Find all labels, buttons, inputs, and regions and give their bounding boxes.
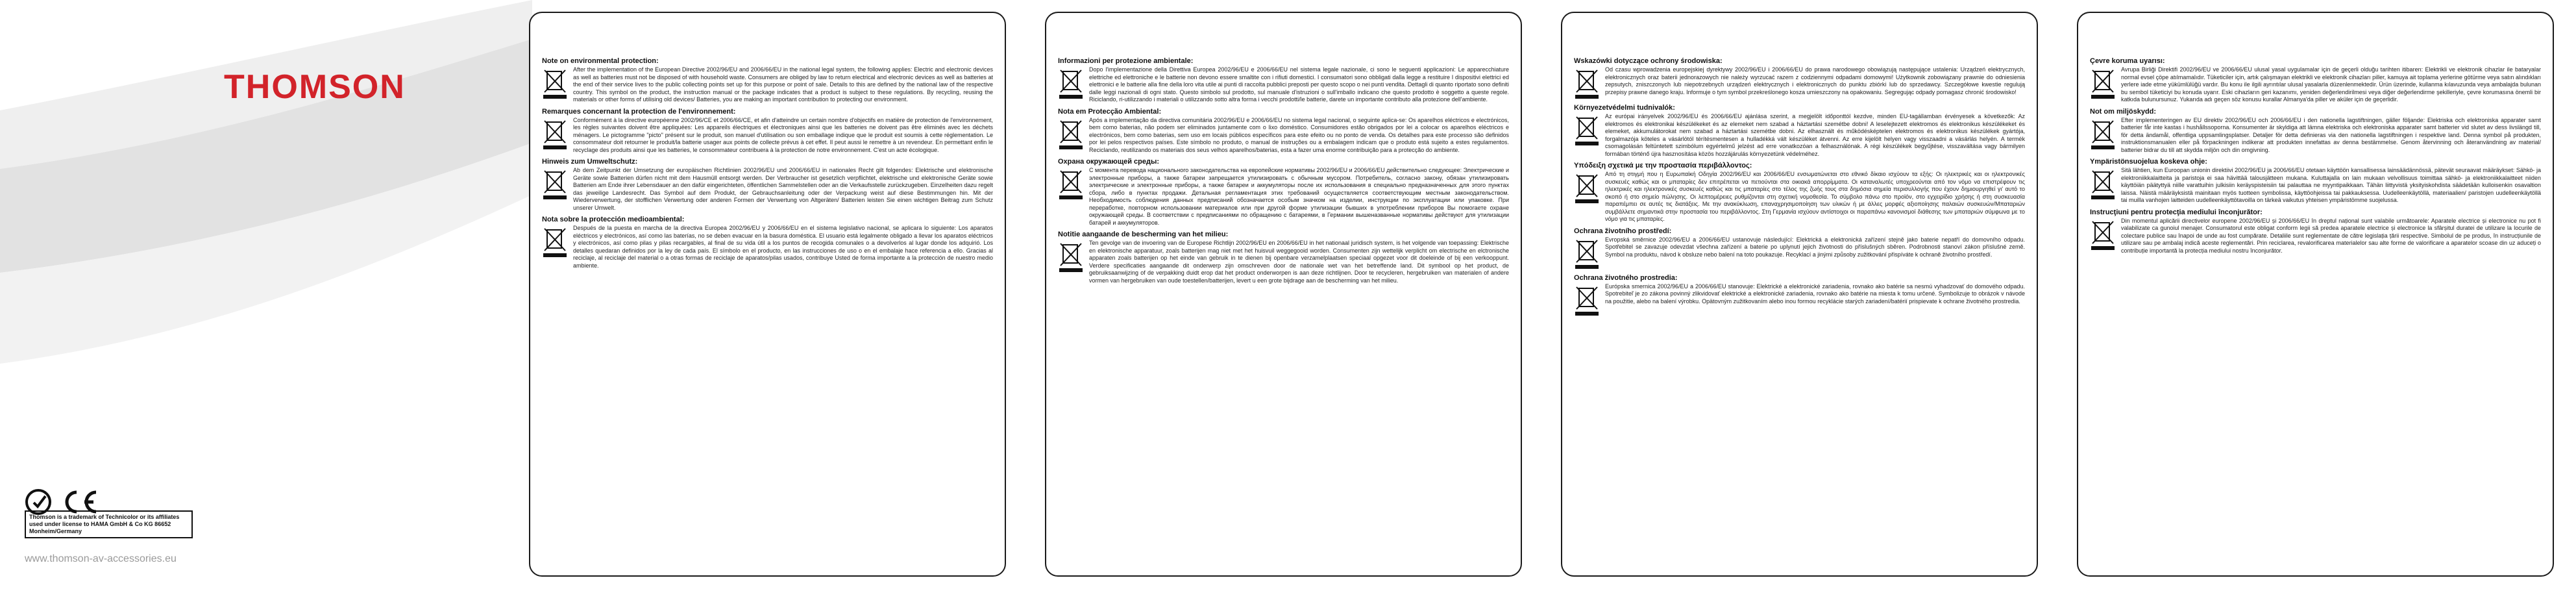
section [2090, 108, 2541, 155]
section-title: Informazioni per protezione ambientale: [1058, 57, 1194, 65]
brand-logo: THOMSON [224, 68, 406, 106]
weee-crossed-bin-icon [1058, 240, 1084, 273]
section-text: Efter implementeringen av EU direktiv 2002/96/EU och 2006/66/EU i den nationella lagstiftningen, gäller följande: Elektriska och elektroniska apparater samt batterier får inte kastas i hushållssoporna. Konsumenter är skyldiga att lämna elektriska och elektroniska apparater samt batterier vid slutet av dess livslängd till, för detta ändamål, offentliga uppsamlingsplatser. Detaljer för detta definieras via den nationella lagstiftningen i respektive land. Denna symbol på produkten, instruktionsmanualen eller på förpackningen indikerar att produkten innefattas av denna bestämmelse. Genom återvinning och återanvändning av material/ batterier bidrar du till att skydda miljön och din omgivning. [2121, 116, 2541, 153]
section-title: Ympäristönsuojelua koskeva ohje: [2090, 158, 2207, 166]
section-title: Nota sobre la protección medioambiental: [542, 216, 685, 223]
section-title: Remarques concernant la protection de l'environnement: [542, 107, 736, 116]
weee-crossed-bin-icon [542, 225, 568, 258]
section-title: Ochrana životního prostředí: [1574, 227, 1672, 235]
website-url[interactable]: www.thomson-av-accessories.eu [25, 553, 177, 564]
weee-crossed-bin-icon [1058, 66, 1084, 100]
section-text: Avrupa Birliği Direktifi 2002/96/EU ve 2006/66/EU ulusal yasal uygulamalar için de geçerli olduğu tarihten itibaren: Elektrikli ve elektronik cihazlar ile bataryalar normal evsel çöpe atılmamalıdır. Tüketiciler için, artık çalışmayan elektrikli ve elektronik cihazları piller, kamuya ait toplama yerlerine götürme veya satın alındıkları yerlere iade etme yükümlülüğü vardır. Bu konu ile ilgili ayrıntılar ulusal yasalarla düzenlenmektedir. Ürün üzerinde, kullanma kılavuzunda veya ambalajda bulunan bu sembol tüketiciyi bu konuda uyarır. Eski cihazların geri kazanımı, yeniden değerlendirilmesi veya diğer değerlendirme şekilleriyle, çevre korumasına önemli bir katkıda bulunursunuz. Yukarıda adı geçen söz konusu kurallar Almanya'da piller ve aküler için de geçerlidir. [2121, 66, 2541, 103]
weee-crossed-bin-icon [1574, 171, 1600, 205]
section-text: After the implementation of the European Directive 2002/96/EU and 2006/66/EU in the national legal system, the following applies: Electric and electronic devices as well as batteries must not be disposed of with household waste. Consumers are obliged by law to return electrical and electronic devices as well as batteries at the end of their service lives to the public collecting points set up for this purpose or point of sale. Details to this are defined by the national law of the respective country. This symbol on the product, the instruction manual or the package indicates that a product is subject to these regulations. By recycling, reusing the materials or other forms of utilising old devices/ Batteries, you are making an important contribution to protecting our environment. [573, 66, 993, 103]
section-title: Nota em Protecção Ambiental: [1058, 107, 1162, 116]
section-title: Çevre koruma uyarısı: [2090, 57, 2165, 65]
weee-crossed-bin-icon [1574, 113, 1600, 147]
weee-crossed-bin-icon [542, 66, 568, 100]
section-title: Υπόδειξη σχετικά με την προστασία περιβάλλοντος: [1574, 162, 1752, 169]
section-text: Az európai irányelvek 2002/96/EU és 2006/66/EU ajánlása szerint, a megjelölt időponttól kezdve, minden EU-tagállamban érvényesek a következők: Az elektromos és elektronikai készülékeket és az elemeket nem szabad a háztartási szemétbe dobni! A leselejtezett elektromos és elektronikus készülékeket és elemeket, akkumulátorokat nem szabad a háztartási szemétbe dobni. Az elhasznált és működésképtelen elektromos és elektronikus készülékek gyártója, forgalmazója köteles a vásárlótól térítésmentesen a hulladékká vált készüléket átvenni. Az erre kijelölt helyen vagy visszaadni a vásárlás helyén. A termék csomagolásán feltüntetett szimbólum egyértelmű jelzést ad erre vonatkozóan a felhasználónak. A régi készülékek begyűjtése, visszaváltása vagy bármilyen formában történő újra hasznosítása közös hozzájárulás környezetünk védelméhez. [1605, 113, 2025, 157]
section-text: Ten gevolge van de invoering van de Europese Richtlijn 2002/96/EU en 2006/66/EU in het nationaal juridisch system, is het volgende van toepassing: Elektrische en elektronische apparatuur, zoals batterijen mag niet met het huisvuil weggegooid worden. Consumenten zijn wettelijk verplicht om electrische en elctronische apparaten zoals batterijen op het einde van gebruik in te dienen bij openbare verzamelplaatsen speciaal opgezet voor dit doeleinde of bij een verkooppunt. Verdere specificaties aangaande dit onderwerp zijn omschreven door de nationale wet van het betreffende land. Dit symbool op het product, de gebruiksaanwijzing of de verpakking duidt erop dat het product onderworpen is aan deze richtlijnen. Door te recycleren, hergebruiken van materialen of andere vormen van hergebruiken van oude toestellen/batterijen, levert u een grote bijdrage aan de bescherming van het milieu. [1089, 240, 1509, 284]
section [1058, 108, 1509, 155]
section-text: Από τη στιγμή που η Ευρωπαϊκή Οδηγία 2002/96/EU και 2006/66/EU ενσωματώνεται στο εθνικό δίκαιο ισχύουν τα εξής: Οι ηλεκτρικές και οι ηλεκτρονικές συσκευές καθώς και οι μπαταρίες δεν επιτρέπεται να πετιούνται στα οικιακά απορρίμματα. Οι καταναλωτές υποχρεούνται από τον νόμο να επιστρέφουν τις ηλεκτρικές και ηλεκτρονικές συσκευές καθώς και τις μπαταρίες στο τέλος της ζωής τους στα δημόσια σημεία περισυλλογής που έχουν δημιουργηθεί γι' αυτό το σκοπό ή στο σημείο πώλησης. Οι λεπτομέρειες ρυθμίζονται στη σχετική νομοθεσία. Το σύμβολο πάνω στο προϊόν, στο εγχειρίδιο χρήσης ή στη συσκευασία παραπέμπει σε αυτές τις διατάξεις. Με την ανακύκλωση, επαναχρησιμοποίηση των υλικών ή με άλλες μορφές αξιοποίησης παλαιών συσκευών/Μπαταριών συμβάλλετε σημαντικά στην προστασία του περιβάλλοντος. Στη Γερμανία ισχύουν αντίστοιχοι οι παραπάνω κανονισμοί διάθεσης των μπαταριών σύμφωνα με το νόμο για τις μπαταρίες. [1605, 171, 2025, 222]
section [542, 216, 993, 269]
weee-crossed-bin-icon [2090, 117, 2116, 151]
trademark-notice: Thomson is a trademark of Technicolor or its affiliates used under license to HAMA GmbH & Co KG 86652 Monheim/Germany [25, 510, 193, 538]
c-tick-mark-icon [25, 488, 52, 516]
section [542, 158, 993, 212]
section-title: Instrucţiuni pentru protecţia mediului înconjurător: [2090, 208, 2263, 216]
section-title: Not om miljöskydd: [2090, 107, 2157, 116]
section [1574, 227, 2025, 270]
section-title: Notitie aangaande de bescherming van het milieu: [1058, 231, 1229, 238]
weee-crossed-bin-icon [542, 117, 568, 151]
section [1574, 104, 2025, 158]
section [542, 108, 993, 155]
section [1574, 274, 2025, 317]
weee-crossed-bin-icon [1058, 167, 1084, 201]
section [2090, 208, 2541, 255]
section-title: Ochrana životného prostredia: [1574, 273, 1678, 282]
section-text: Ab dem Zeitpunkt der Umsetzung der europäischen Richtlinien 2002/96/EU und 2006/66/EU in nationales Recht gilt folgendes: Elektrische und elektronische Geräte sowie Batterien dürfen nicht mit dem Hausmüll entsorgt werden. Der Verbraucher ist gesetzlich verpflichtet, elektrische und elektronische Geräte sowie Batterien am Ende ihrer Lebensdauer an den dafür eingerichteten, öffentlichen Sammelstellen oder an die Verkaufsstelle zurückzugeben. Einzelheiten dazu regelt das jeweilige Landesrecht. Das Symbol auf dem Produkt, der Gebrauchsanleitung oder der Verpackung weist auf diese Bestimmungen hin. Mit der Wiederverwertung, der stofflichen Verwertung oder anderen Formen der Verwertung von Altgeräten/ Batterien leisten Sie einen wichtigen Beitrag zum Schutz unserer Umwelt. [573, 167, 993, 211]
section-text: Din momentul aplicării directivelor europene 2002/96/EU și 2006/66/EU în dreptul național sunt valabile următoarele: Aparatele electrice și electronice nu pot fi valabilizate ca gunoiul menajer. Consumatorul este obligat conform legii să predea aparatele electrice și electronice la sfârșitul duratei de utilizare la locurile de colectare publice sau înapoi de unde au fost cumpărate. Detaliile sunt reglementate de către legislația țării respective. Simbolul de pe produs, în instrucțiunile de utilizare sau pe ambalaj indică aceste reglementări. Prin reciclarea, revalorificarea materialelor sau alte forme de valorificare a aparatelor scoase din uz aduceți o contribuție importantă la protecția mediului nostru înconjurător. [2121, 217, 2541, 254]
section-text: С момента перевода национального законодательства на европейские нормативы 2002/96/EU и 2006/66/EU действительно следующее: Электрические и электронные приборы, а также батареи запрещается утилизировать с обычным мусором. Потребитель, согласно закону, обязан утилизировать электрические и электронные приборы, а также батареи и аккумуляторы после их использования в специально предназначенных для этого пунктах сбора, либо в пунктах продажи. Детальная регламентация этих требований осуществляется соответствующим местным законодательством. Необходимость соблюдения данных предписаний обозначается особым значком на изделии, инструкции по эксплуатации или упаковке. При переработке, повторном использовании материалов или при другой форме утилизации бывших в употреблении приборов Вы помогаете охране окружающей среды. В соответствии с предписаниями по обращению с батареями, в Германии вышеназванные нормативы действуют для утилизации батарей и аккумуляторов. [1089, 167, 1509, 226]
section [1058, 57, 1509, 104]
section-text: Conformément à la directive européenne 2002/96/CE et 2006/66/CE, et afin d'atteindre un certain nombre d'objectifs en matière de protection de l'environnement, les règles suivantes doivent être appliquées: Les appareils électriques et électroniques ainsi que les batteries ne doivent pas être éliminés avec les déchets ménagers. Le pictogramme "picto" présent sur le produit, son manuel d'utilisation ou son emballage indique que le produit est soumis à cette réglementation. Le consommateur doit retourner le produit/la batterie usager aux points de collecte prévus à cet effet. Il peut aussi le remettre à un revendeur. En permettant enfin le recyclage des produits ainsi que les batteries, le consommateur contribuera à la protection de notre environnement. C'est un acte écologique. [573, 116, 993, 153]
weee-crossed-bin-icon [542, 167, 568, 201]
section-text: Sitä lähtien, kun Euroopan unionin direktiivi 2002/96/EU ja 2006/66/EU otetaan käyttöön kansallisessa lainsäädännössä, pätevät seuraavat määräykset: Sähkö- ja elektroniikkalaitteita ja paristoja ei saa hävittää talousjätteen mukana. Kuluttajalla on lain mukaan velvollisuus toimittaa sähkö- ja elektroniikkalaitteet niiden käyttöiän päätyttyä niille varattuihin julkisiin keräyspisteisiin tai palauttaa ne myyntipaikkaan. Tähän liittyvistä yksityiskohdista säädetään kulloisenkin osavaltion laissa. Näistä määräyksistä mainitaan myös tuotteen symbolissa, käyttöohjeissa tai pakkauksessa. Uudelleenkäytöllä, materiaalien/ paristojen uudelleenkäytöllä tai muilla vanhojen laitteiden uudelleenkäyttötavoilla on tärkeä vaikutus yhteisen ympäristömme suojelussa. [2121, 167, 2541, 203]
section-title: Охрана окружающей среды: [1058, 158, 1160, 166]
section-text: Evropská směrnice 2002/96/EU a 2006/66/EU ustanovuje následující: Elektrická a elektronická zařízení stejně jako baterie nepatří do domovního odpadu. Spotřebitel se zavazuje odevzdat všechna zařízení a baterie po uplynutí jejich životnosti do příslušných sběren. Podrobnosti stanoví zákon příslušné země. Symbol na produktu, návod k obsluze nebo balení na toto poukazuje. Recyklací a jinými způsoby zužitkování přispíváte k ochraně životního prostředí. [1605, 236, 2025, 258]
section-text: Após a implementação da directiva comunitária 2002/96/EU e 2006/66/EU no sistema legal nacional, o seguinte aplica-se: Os aparelhos eléctricos e electrónicos, bem como baterias, não podem ser eliminados juntamente com o lixo doméstico. Consumidores estão obrigados por lei a colocar os aparelhos eléctricos e electrónicos, bem como baterias, sem uso em locais públicos específicos para este efeito ou no ponto de venda. Os detalhes para este processo são definidos por lei pelos respectivos países. Este símbolo no produto, o manual de instruções ou a embalagem indicam que o produto está sujeito a estes regulamentos. Reciclando, reutilizando os materiais dos seus velhos aparelhos/baterias, esta a fazer uma enorme contribuição para a protecção do ambiente. [1089, 116, 1509, 153]
certification-marks [25, 488, 99, 516]
section-text: Dopo l'implementazione della Direttiva Europea 2002/96/EU e 2006/66/EU nel sistema legale nazionale, ci sono le seguenti applicazioni: Le apparecchiature elettriche ed elettroniche e le batterie non devono essere smaltite con i rifiuti domestici. I consumatori sono obbligati dalla legge a restituire I dispositivi elettrici ed elettronici e le batterie alla fine della loro vita utile ai punti di raccolta pubblici preposti per questo scopo o nei punti vendita. Dettagli di quanto riportato sono definiti dalle leggi nazionali di ogni stato. Questo simbolo sul prodotto, sul manuale d'istruzioni o sull'imballo indicano che questo prodotto è soggetto a queste regole. Riciclando, ri-utilizzando i materiali o utilizzando sotto altra forma i vecchi prodotti/le batterie, darete un importante contributo alla protezione dell'ambiente. [1089, 66, 1509, 103]
section [1574, 57, 2025, 100]
section [1058, 231, 1509, 284]
weee-crossed-bin-icon [2090, 218, 2116, 251]
weee-crossed-bin-icon [1574, 283, 1600, 317]
panel-1 [529, 12, 1006, 577]
section [542, 57, 993, 104]
section [1574, 162, 2025, 223]
section-text: Después de la puesta en marcha de la directiva Europea 2002/96/EU y 2006/66/EU en el sistema legislativo nacional, se aplicara lo siguiente: Los aparatos eléctricos y electrónicos, así como las baterías, no se deben evacuar en la basura doméstica. El usuario está legalmente obligado a llevar los aparatos eléctricos y electrónicos, así como pilas y pilas recargables, al final de su vida útil a los puntos de recogida comunales o a devolverlos al lugar donde los adquirió. Los detalles quedaran definidos por la ley de cada país. El símbolo en el producto, en las instrucciones de uso o en el embalaje hace referencia a ello. Gracias al reciclaje, al reciclaje del material o a otras formas de reciclaje de aparatos/pilas usados, contribuye Usted de forma importante a la protección de nuestro medio ambiente. [573, 225, 993, 269]
weee-crossed-bin-icon [1574, 66, 1600, 100]
weee-crossed-bin-icon [1574, 236, 1600, 270]
section-text: Od czasu wprowadzenia europejskiej dyrektywy 2002/96/EU i 2006/66/EU do prawa narodowego obowiązują następujące ustalenia: Urządzeń elektrycznych, elektronicznych oraz baterii jednorazowych nie należy wyrzucać razem z codziennymi odpadami domowymi! Użytkownik zobowiązany prawnie do odniesienia zepsutych, zniszczonych lub niepotrzebnych urządzeń elektrycznych i elektronicznych do punktu zbiórki lub do sprzedawcy. Szczegółowe kwestie regulują przepisy prawne danego kraju. Informuje o tym symbol przekreślonego kosza umieszczony na opakowaniu. Segregując odpady pomagasz chronić środowisko! [1605, 66, 2025, 95]
section [2090, 57, 2541, 104]
section [2090, 158, 2541, 205]
section-title: Környezetvédelmi tudnivalók: [1574, 104, 1675, 112]
panel-2 [1045, 12, 1522, 577]
section-title: Hinweis zum Umweltschutz: [542, 158, 638, 166]
section-title: Note on environmental protection: [542, 57, 659, 65]
ce-mark-icon [60, 488, 99, 516]
section [1058, 158, 1509, 227]
section-text: Európska smernica 2002/96/EU a 2006/66/EU stanovuje: Elektrické a elektronické zariadenia, rovnako ako batérie sa nesmú vyhadzovať do domového odpadu. Spotrebiteľ je zo zákona povinný zlikvidovať elektrické a elektronické zariadenia, rovnako ako batérie na miesta k tomu určené. Symbolizuje to obrázok v návode na použitie, alebo na balení výrobku. Opätovným zužitkovaním alebo inou formou recyklácie starých zariadení/batérií prispievate k ochrane životného prostredia. [1605, 282, 2025, 305]
section-title: Wskazówki dotyczące ochrony środowiska: [1574, 57, 1723, 65]
weee-crossed-bin-icon [2090, 167, 2116, 201]
panel-4 [2077, 12, 2554, 577]
panel-3 [1561, 12, 2038, 577]
weee-crossed-bin-icon [1058, 117, 1084, 151]
weee-crossed-bin-icon [2090, 66, 2116, 100]
